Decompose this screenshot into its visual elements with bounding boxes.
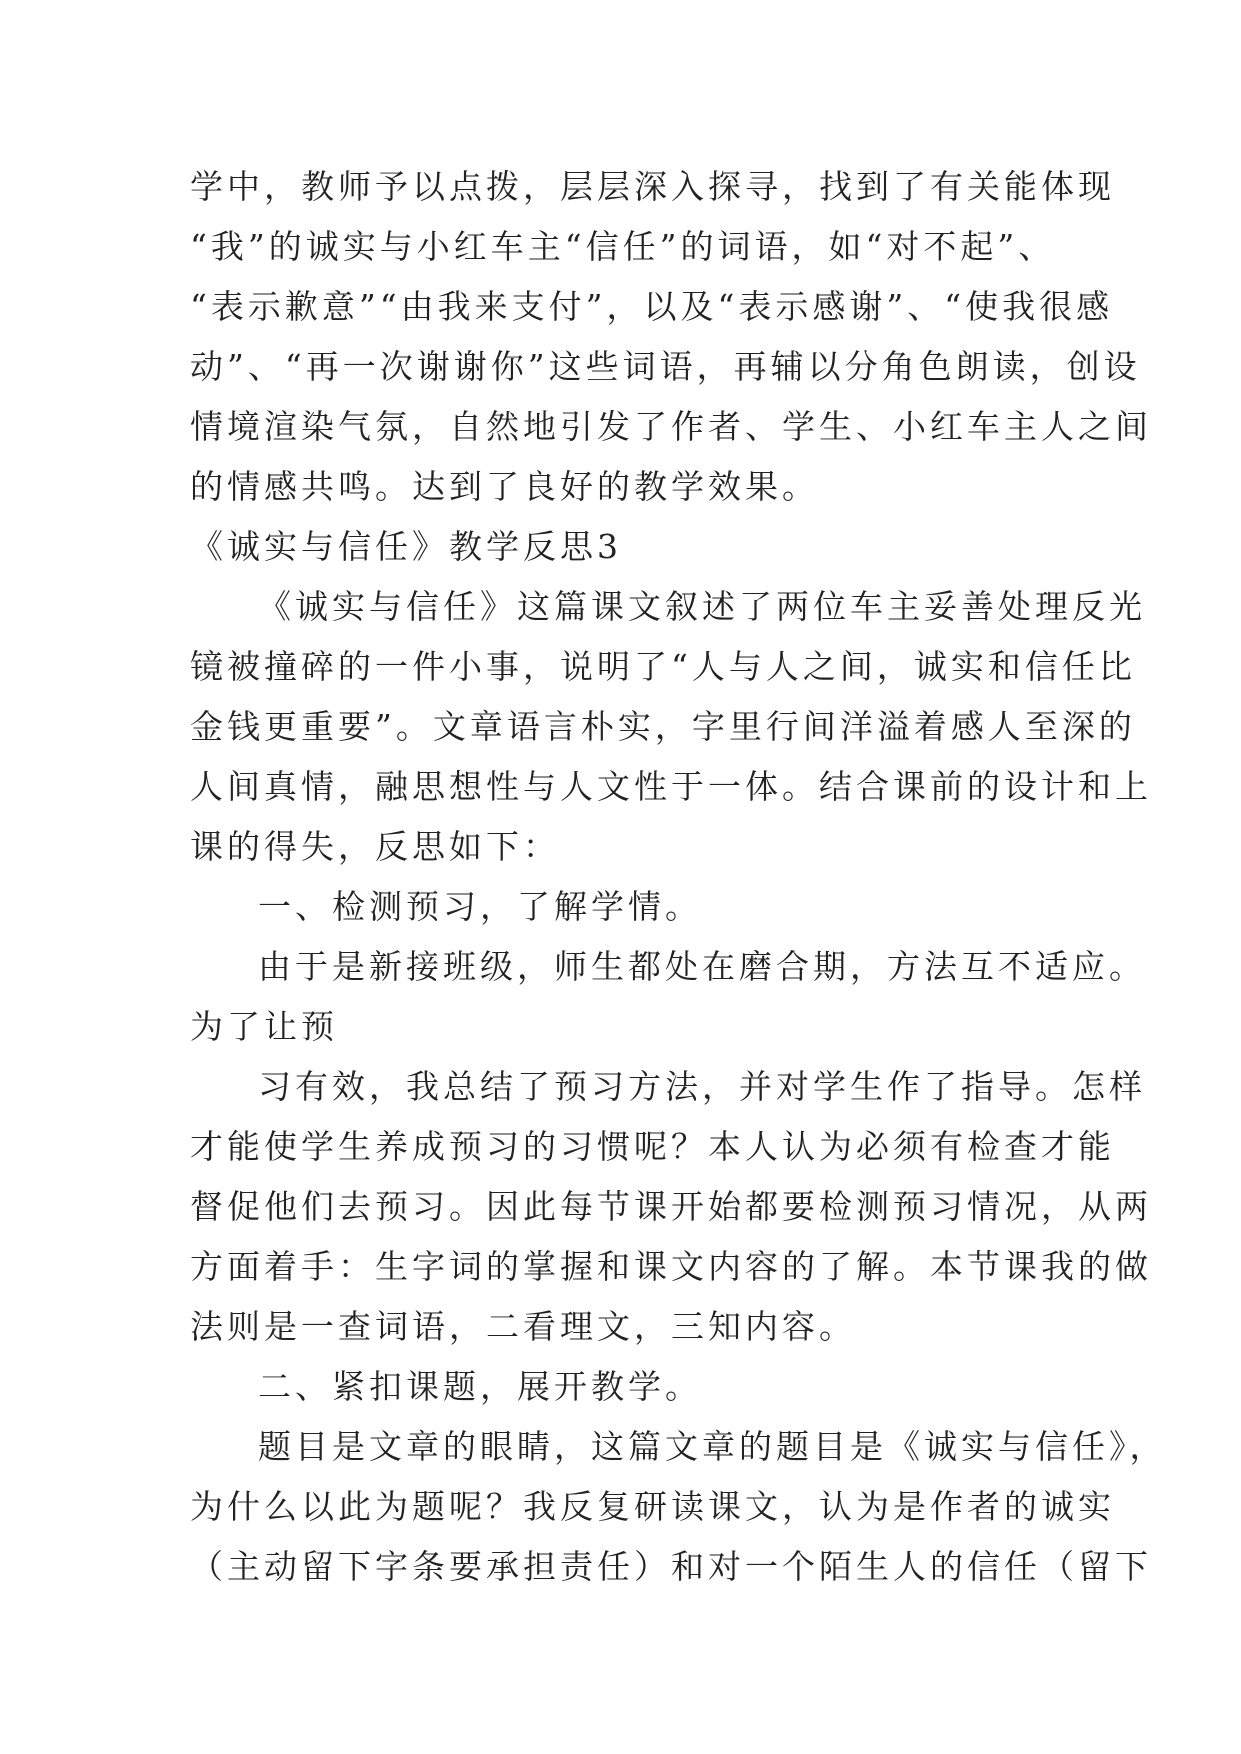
paragraph-line-5: 情境渲染气氛，自然地引发了作者、学生、小红车主人之间 xyxy=(190,407,1152,446)
section-heading: 《诚实与信任》教学反思3 xyxy=(190,527,622,566)
paragraph-line-8: 镜被撞碎的一件小事，说明了“人与人之间，诚实和信任比 xyxy=(190,647,1136,686)
paragraph-line-12: 由于是新接班级，师生都处在磨合期，方法互不适应。 xyxy=(258,947,1146,986)
paragraph-line-15: 才能使学生养成预习的习惯呢？本人认为必须有检查才能 xyxy=(190,1127,1115,1166)
paragraph-line-16: 督促他们去预习。因此每节课开始都要检测预习情况，从两 xyxy=(190,1187,1152,1226)
subheading-2: 二、紧扣课题，展开教学。 xyxy=(258,1367,702,1406)
paragraph-line-1: 学中，教师予以点拨，层层深入探寻，找到了有关能体现 xyxy=(190,167,1115,206)
paragraph-line-9: 金钱更重要”。文章语言朴实，字里行间洋溢着感人至深的 xyxy=(190,707,1136,746)
paragraph-line-14: 习有效，我总结了预习方法，并对学生作了指导。怎样 xyxy=(258,1067,1146,1106)
paragraph-line-13: 为了让预 xyxy=(190,1007,338,1046)
paragraph-line-18: 法则是一查词语，二看理文，三知内容。 xyxy=(190,1307,856,1346)
paragraph-line-11: 课的得失，反思如下： xyxy=(190,827,560,866)
paragraph-line-10: 人间真情，融思想性与人文性于一体。结合课前的设计和上 xyxy=(190,767,1152,806)
paragraph-line-7: 《诚实与信任》这篇课文叙述了两位车主妥善处理反光 xyxy=(258,587,1146,626)
paragraph-line-21: （主动留下字条要承担责任）和对一个陌生人的信任（留下 xyxy=(190,1547,1152,1586)
paragraph-line-20: 为什么以此为题呢？我反复研读课文，认为是作者的诚实 xyxy=(190,1487,1115,1526)
paragraph-line-3: “表示歉意”“由我来支付”，以及“表示感谢”、“使我很感 xyxy=(190,287,1114,326)
paragraph-line-6: 的情感共鸣。达到了良好的教学效果。 xyxy=(190,467,819,506)
paragraph-line-4: 动”、“再一次谢谢你”这些词语，再辅以分角色朗读，创设 xyxy=(190,347,1141,386)
paragraph-line-19: 题目是文章的眼睛，这篇文章的题目是《诚实与信任》， xyxy=(258,1427,1167,1466)
paragraph-line-17: 方面着手：生字词的掌握和课文内容的了解。本节课我的做 xyxy=(190,1247,1152,1286)
subheading-1: 一、检测预习，了解学情。 xyxy=(258,887,702,926)
paragraph-line-2: “我”的诚实与小红车主“信任”的词语，如“对不起”、 xyxy=(190,227,1056,266)
